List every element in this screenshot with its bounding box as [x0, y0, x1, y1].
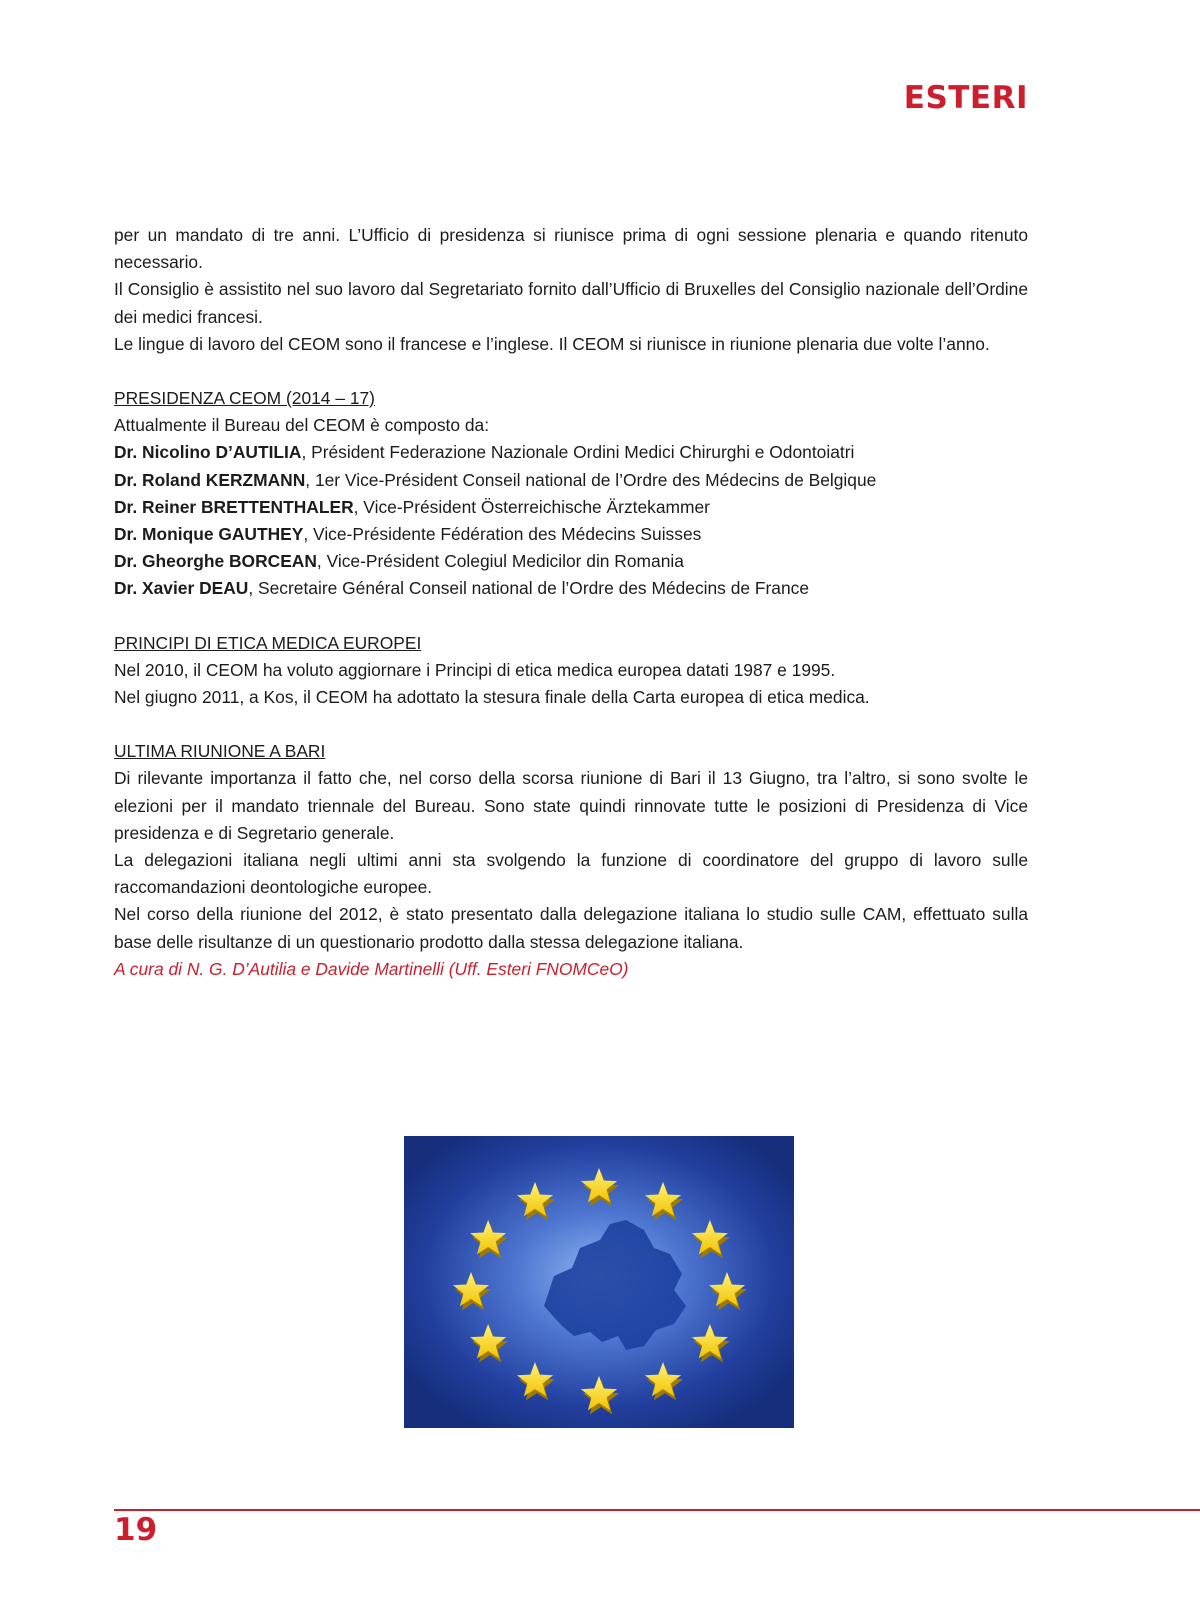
riunione-paragraph-2: La delegazioni italiana negli ultimi anni sta svolgendo la funzione di coordinatore del gruppo di lavoro sulle raccomandazioni deontologiche europee. [114, 850, 1028, 898]
riunione-heading: ULTIMA RIUNIONE A BARI [114, 741, 326, 762]
intro-paragraph-1: per un mandato di tre anni. L’Ufficio di presidenza si riunisce prima di ogni sessione plenaria e quando ritenuto necessario. [114, 225, 1028, 273]
member-name: Dr. Gheorghe BORCEAN [114, 551, 317, 572]
spacer [114, 711, 1028, 738]
member-role: , Vice-Président Österreichische Ärztekammer [353, 496, 710, 517]
bureau-member [114, 467, 1028, 494]
member-role: , Président Federazione Nazionale Ordini Medici Chirurghi e Odontoiatri [301, 442, 855, 463]
bureau-member [114, 521, 1028, 548]
member-name: Dr. Monique GAUTHEY [114, 524, 304, 545]
bureau-member [114, 575, 1028, 602]
eu-flag-image [404, 1136, 794, 1428]
intro-paragraph-3: Le lingue di lavoro del CEOM sono il francese e l’inglese. Il CEOM si riunisce in riunione plenaria due volte l’anno. [114, 333, 990, 354]
article-body [114, 222, 1028, 983]
riunione-paragraph-1: Di rilevante importanza il fatto che, nel corso della scorsa riunione di Bari il 13 Giugno, tra l’altro, si sono svolte le elezioni per il mandato triennale del Bureau. Sono state quindi rinnovate tutte le posizioni di Presidenza di Vice presidenza e di Segretario generale. [114, 768, 1028, 843]
section-title: ESTERI [903, 80, 1028, 116]
spacer [114, 603, 1028, 630]
spacer [114, 358, 1028, 385]
presidenza-intro: Attualmente il Bureau del CEOM è composto da: [114, 415, 490, 436]
member-role: , Vice-Présidente Fédération des Médecins Suisses [303, 524, 702, 545]
principi-paragraph-1: Nel 2010, il CEOM ha voluto aggiornare i Principi di etica medica europea datati 1987 e 1995. [114, 659, 836, 680]
member-name: Dr. Nicolino D’AUTILIA [114, 442, 302, 463]
member-name: Dr. Xavier DEAU [114, 578, 249, 599]
page-number: 19 [114, 1512, 158, 1548]
member-role: , Vice-Président Colegiul Medicilor din Romania [316, 551, 684, 572]
member-role: , 1er Vice-Président Conseil national de l’Ordre des Médecins de Belgique [305, 469, 877, 490]
principi-paragraph-2: Nel giugno 2011, a Kos, il CEOM ha adottato la stesura finale della Carta europea di etica medica. [114, 687, 870, 708]
principi-heading: PRINCIPI DI ETICA MEDICA EUROPEI [114, 632, 422, 653]
intro-paragraph-2: Il Consiglio è assistito nel suo lavoro dal Segretariato fornito dall’Ufficio di Bruxelles del Consiglio nazionale dell’Ordine dei medici francesi. [114, 279, 1028, 327]
member-name: Dr. Reiner BRETTENTHALER [114, 496, 354, 517]
member-name: Dr. Roland KERZMANN [114, 469, 306, 490]
member-role: , Secretaire Général Conseil national de l’Ordre des Médecins de France [248, 578, 810, 599]
presidenza-heading: PRESIDENZA CEOM (2014 – 17) [114, 388, 375, 409]
footer-divider [114, 1509, 1200, 1511]
author-credit: A cura di N. G. D’Autilia e Davide Martinelli (Uff. Esteri FNOMCeO) [114, 958, 629, 979]
bureau-member [114, 548, 1028, 575]
bureau-member [114, 439, 1028, 466]
riunione-paragraph-3: Nel corso della riunione del 2012, è stato presentato dalla delegazione italiana lo studio sulle CAM, effettuato sulla base delle risultanze di un questionario prodotto dalla stessa delegazione italiana. [114, 904, 1028, 952]
bureau-member [114, 494, 1028, 521]
